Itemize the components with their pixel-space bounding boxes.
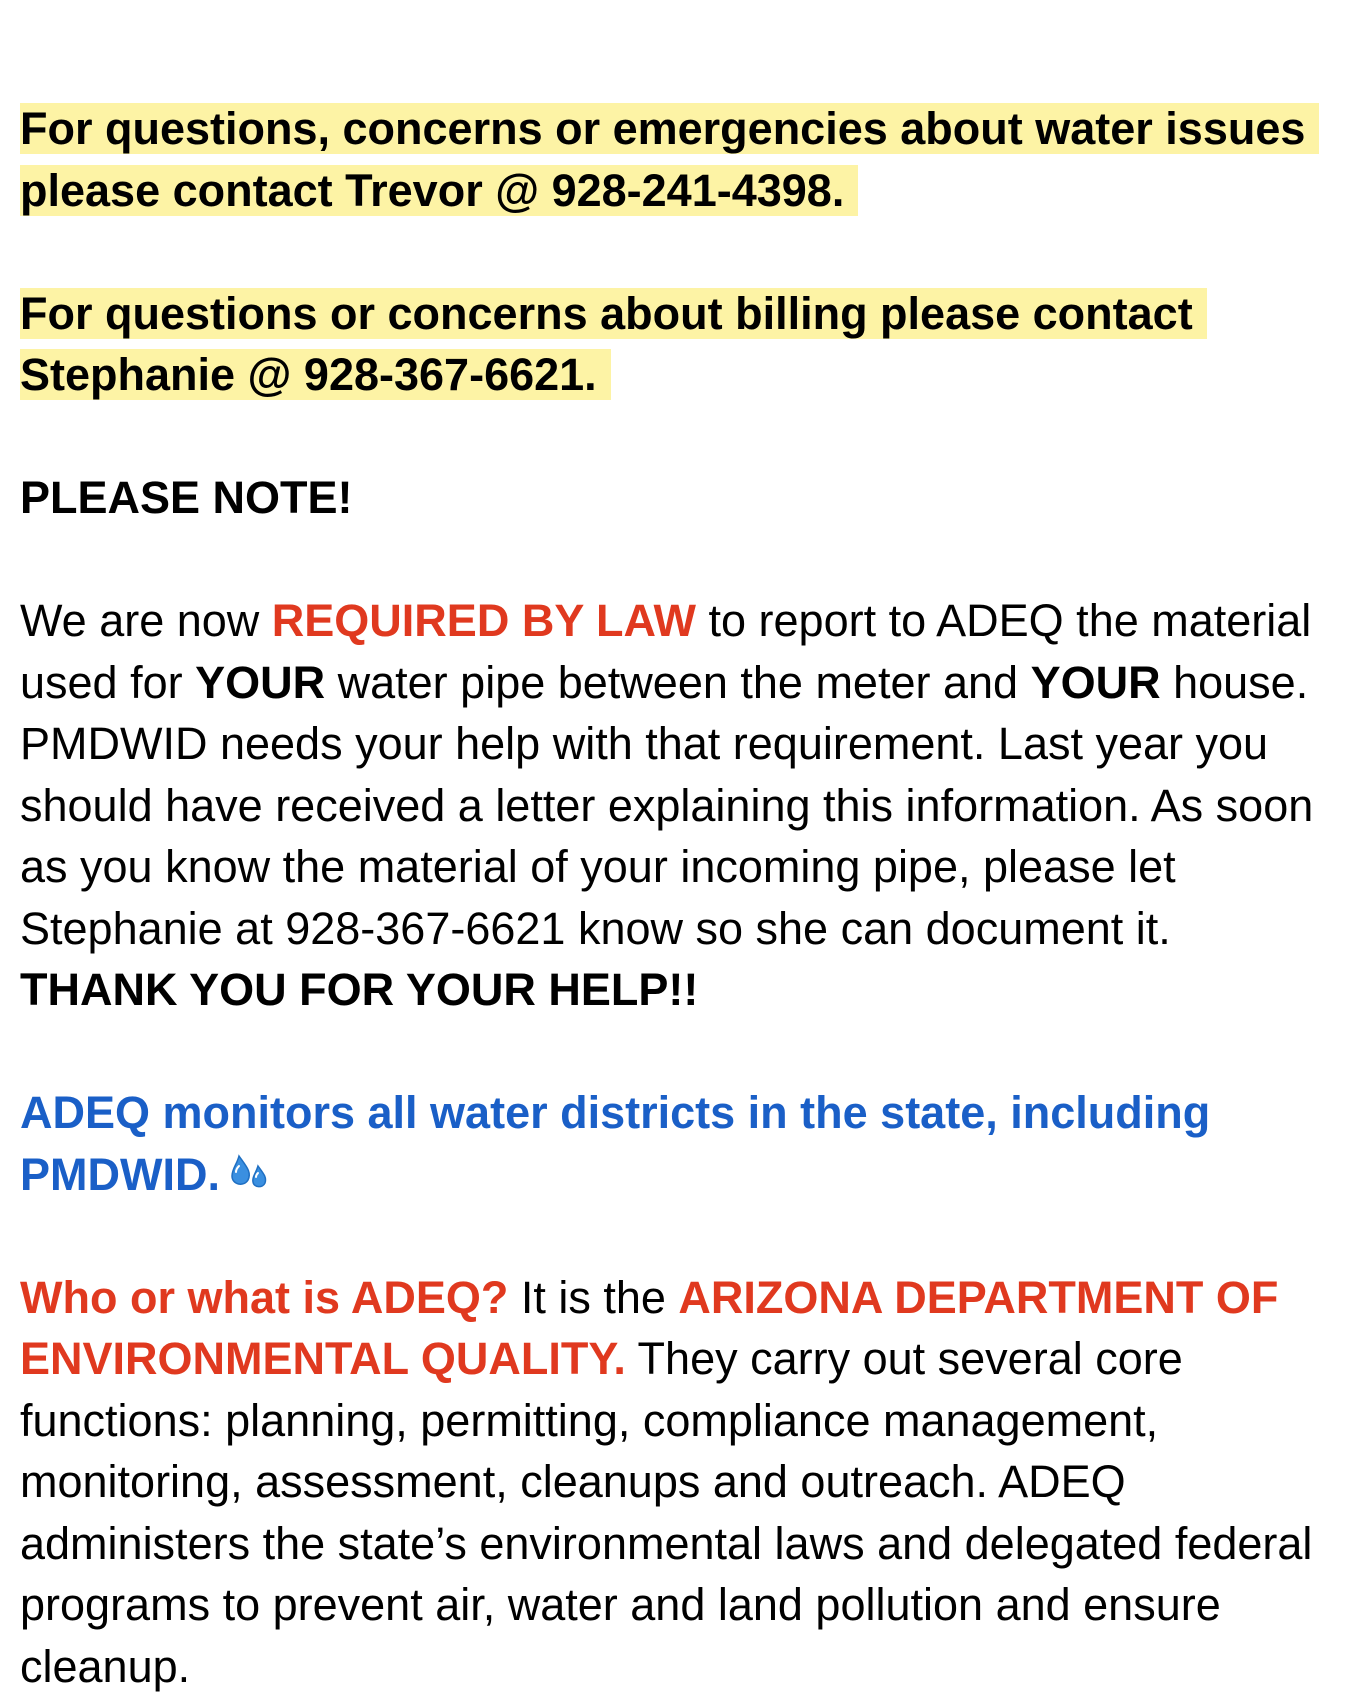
adeq-about-paragraph	[20, 1267, 1360, 1697]
billing-contact-line-1: For questions or concerns about billing please contact	[20, 288, 1207, 339]
billing-contact-line-2: Stephanie @ 928-367-6621.	[20, 349, 611, 400]
note-heading: PLEASE NOTE!	[20, 467, 1360, 529]
spacer	[20, 1021, 1360, 1083]
water-contact-notice	[20, 98, 1360, 221]
billing-contact-notice	[20, 283, 1360, 406]
spacer	[20, 529, 1360, 591]
spacer	[20, 406, 1360, 468]
adeq-question: Who or what is ADEQ?	[20, 1272, 508, 1323]
your-emphasis: YOUR	[1031, 657, 1161, 708]
sweat-droplets-icon	[226, 1150, 270, 1194]
requirement-text: water pipe between the meter and	[325, 657, 1030, 708]
your-emphasis: YOUR	[195, 657, 325, 708]
pipe-material-requirement	[20, 590, 1360, 1021]
water-contact-line-2: please contact Trevor @ 928-241-4398.	[20, 165, 858, 216]
requirement-text: We are now	[20, 595, 272, 646]
adeq-about-text: They carry out several core functions: planning, permitting, compliance management, monitoring, assessment, cleanups and outreach. ADEQ administers the state’s environmental laws and delegated federal programs to prevent air, water and land pollution and ensure cleanup.	[20, 1333, 1312, 1692]
adeq-about-text: It is the	[508, 1272, 678, 1323]
requirement-text: house. PMDWID needs your help with that requirement. Last year you should have received a letter explaining this information. As soon as you know the material of your incoming pipe, please let Stephanie at 928-367-6621 know so she can document it.	[20, 657, 1313, 954]
requirement-text: to report to ADEQ the material used for	[20, 595, 1311, 708]
adeq-full-name: ARIZONA DEPARTMENT OF ENVIRONMENTAL QUALITY.	[20, 1272, 1278, 1385]
adeq-monitor-text: ADEQ monitors all water districts in the state, including PMDWID.	[20, 1087, 1210, 1200]
thank-you-text: THANK YOU FOR YOUR HELP!!	[20, 964, 698, 1015]
spacer	[20, 1205, 1360, 1267]
spacer	[20, 221, 1360, 283]
notice-document	[20, 98, 1360, 1697]
adeq-monitor-notice	[20, 1082, 1360, 1205]
required-by-law-emphasis: REQUIRED BY LAW	[272, 595, 696, 646]
water-contact-line-1: For questions, concerns or emergencies about water issues	[20, 103, 1319, 154]
